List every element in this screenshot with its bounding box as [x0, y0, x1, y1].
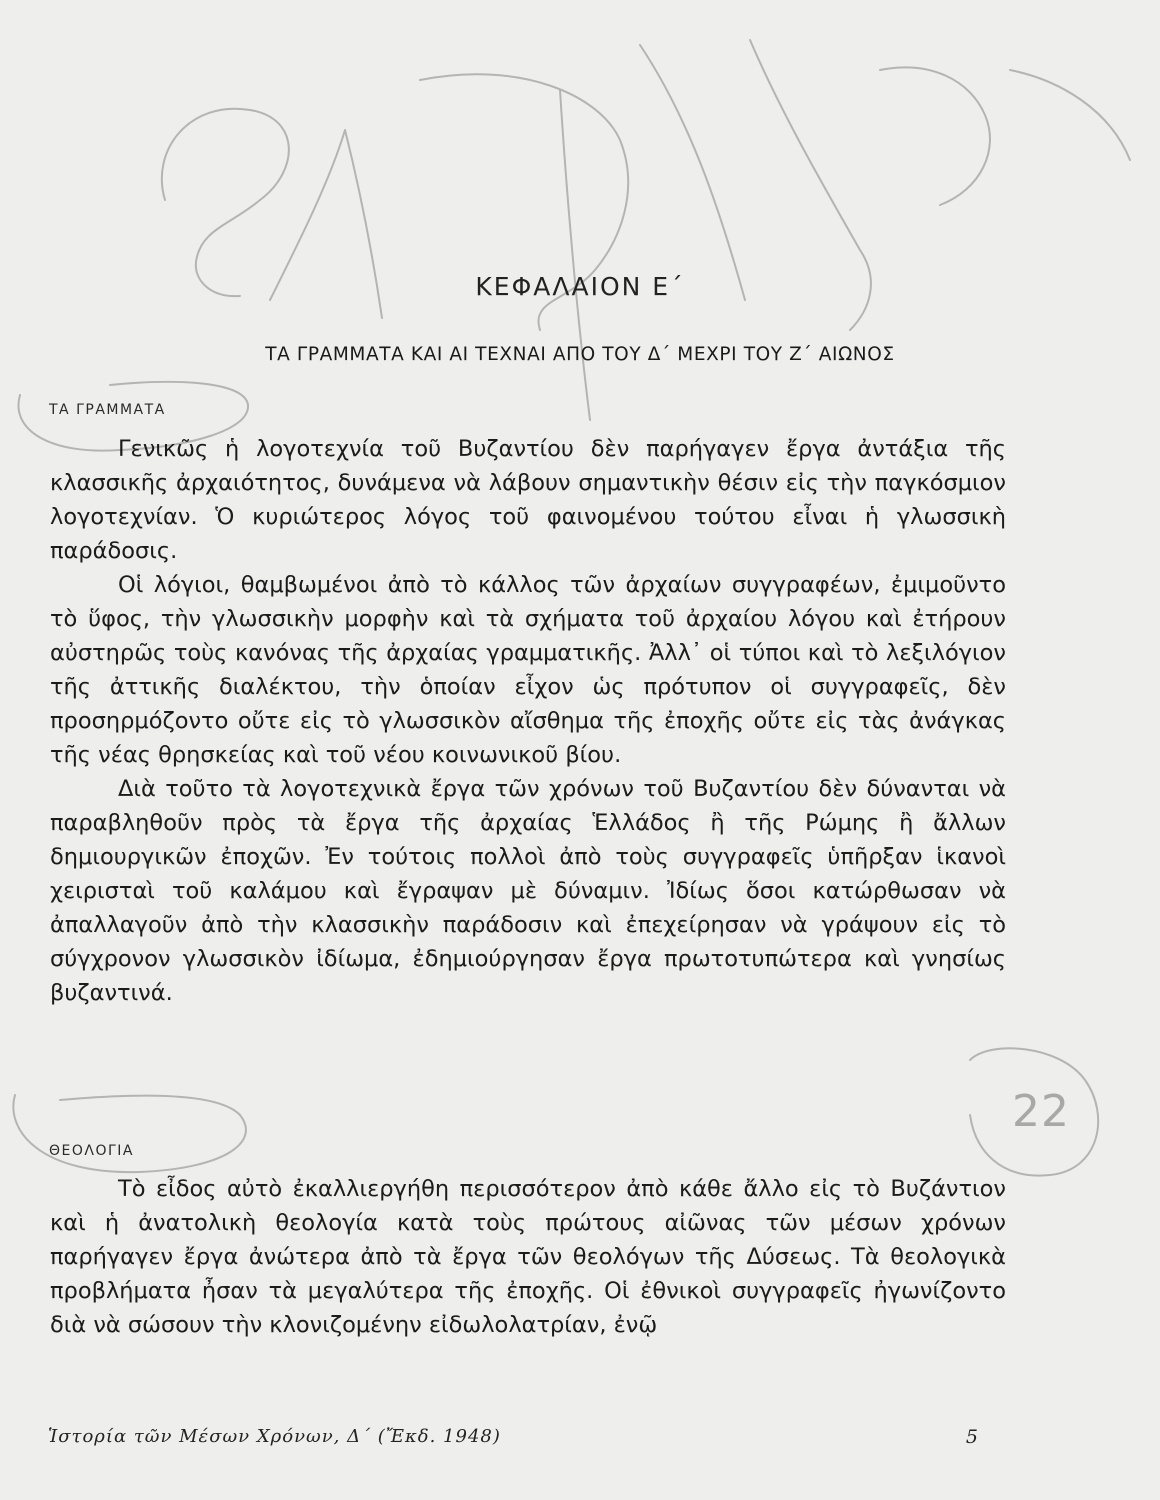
- section-body-grammata: [50, 432, 1006, 1010]
- paragraph: Τὸ εἶδος αὐτὸ ἐκαλλιεργήθη περισσότερον ἀπὸ κάθε ἄλλο εἰς τὸ Βυζάντιον καὶ ἡ ἀνατολικὴ θεολογία κατὰ τοὺς πρώτους αἰῶνας τῶν μέσων χρόνων παρήγαγεν ἔργα ἀνώτερα ἀπὸ τὰ ἔργα τῶν θεολόγων τῆς Δύσεως. Τὰ θεολογικὰ προβλήματα ἦσαν τὰ μεγαλύτερα τῆς ἐποχῆς. Οἱ ἐθνικοὶ συγγραφεῖς ἠγωνίζοντο διὰ νὰ σώσουν τὴν κλονιζομένην εἰδωλολατρίαν, ἐνῷ: [50, 1176, 1006, 1338]
- paragraph: Οἱ λόγιοι, θαμβωμένοι ἀπὸ τὸ κάλλος τῶν ἀρχαίων συγγραφέων, ἐμιμοῦντο τὸ ὕφος, τὴν γλωσσικὴν μορφὴν καὶ τὰ σχήματα τοῦ ἀρχαίου λόγου καὶ ἐτήρουν αὐστηρῶς τοὺς κανόνας τῆς ἀρχαίας γραμματικῆς. Ἀλλ᾿ οἱ τύποι καὶ τὸ λεξιλόγιον τῆς ἀττικῆς διαλέκτου, τὴν ὁποίαν εἶχον ὡς πρότυπον οἱ συγγραφεῖς, δὲν προσηρμόζοντο οὔτε εἰς τὸ γλωσσικὸν αἴσθημα τῆς ἐποχῆς οὔτε εἰς τὰς ἀνάγκας τῆς νέας θρησκείας καὶ τοῦ νέου κοινωνικοῦ βίου.: [50, 572, 1006, 768]
- page-number: 5: [965, 1426, 978, 1448]
- chapter-title: ΤΑ ΓΡΑΜΜΑΤΑ ΚΑΙ ΑΙ ΤΕΧΝΑΙ ΑΠΟ ΤΟΥ Δ΄ ΜΕΧΡΙ ΤΟΥ Ζ΄ ΑΙΩΝΟΣ: [265, 344, 895, 365]
- scribble-stroke: [640, 45, 745, 300]
- handwritten-page-mark: 22: [1012, 1086, 1070, 1137]
- scribble-stroke: [880, 67, 990, 205]
- section-label-grammata: ΤΑ ΓΡΑΜΜΑΤΑ: [49, 402, 166, 418]
- scribble-stroke: [560, 90, 590, 420]
- paragraph: Διὰ τοῦτο τὰ λογοτεχνικὰ ἔργα τῶν χρόνων τοῦ Βυζαντίου δὲν δύνανται νὰ παραβληθοῦν πρὸς τὰ ἔργα τῆς ἀρχαίας Ἑλλάδος ἢ τῆς Ρώμης ἢ ἄλλων δημιουργικῶν ἐποχῶν. Ἐν τούτοις πολλοὶ ἀπὸ τοὺς συγγραφεῖς ὑπῆρξαν ἱκανοὶ χειρισταὶ τοῦ καλάμου καὶ ἔγραψαν μὲ δύναμιν. Ἰδίως ὅσοι κατώρθωσαν νὰ ἀπαλλαγοῦν ἀπὸ τὴν κλασσικὴν παράδοσιν καὶ ἐπεχείρησαν νὰ γράψουν εἰς τὸ σύγχρονον γλωσσικὸν ἰδίωμα, ἐδημιούργησαν ἔργα πρωτοτυπώτερα καὶ γνησίως βυζαντινά.: [50, 776, 1006, 1006]
- scribble-stroke: [13, 1095, 246, 1172]
- chapter-heading: ΚΕΦΑΛΑΙΟΝ Ε΄: [475, 272, 685, 301]
- paragraph: Γενικῶς ἡ λογοτεχνία τοῦ Βυζαντίου δὲν παρήγαγεν ἔργα ἀντάξια τῆς κλασσικῆς ἀρχαιότητος, δυνάμενα νὰ λάβουν σημαντικὴν θέσιν εἰς τὴν παγκόσμιον λογοτεχνίαν. Ὁ κυριώτερος λόγος τοῦ φαινομένου τούτου εἶναι ἡ γλωσσικὴ παράδοσις.: [50, 436, 1006, 564]
- scribble-stroke: [162, 109, 289, 296]
- scribble-stroke: [1010, 70, 1130, 160]
- section-label-theologia: ΘΕΟΛΟΓΙΑ: [49, 1143, 134, 1159]
- section-body-theologia: [50, 1172, 1006, 1342]
- footer-source: Ἱστορία τῶν Μέσων Χρόνων, Δ΄ (Ἔκδ. 1948): [48, 1426, 501, 1447]
- page-footer: [48, 1426, 978, 1452]
